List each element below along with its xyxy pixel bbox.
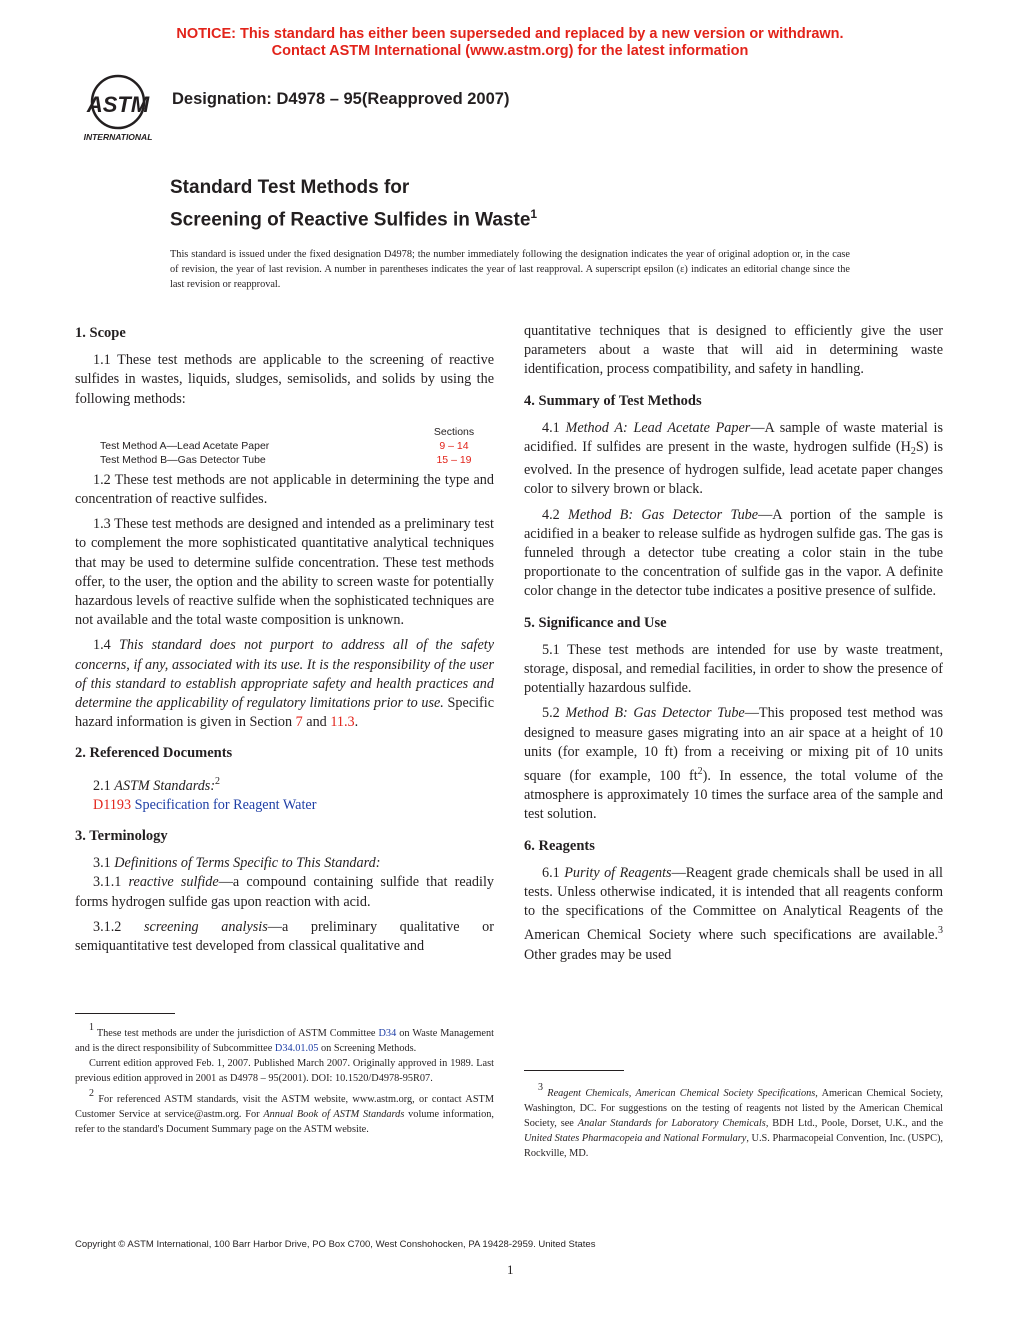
section-link[interactable]: 9 – 14 [439, 439, 469, 452]
notice-line-1: NOTICE: This standard has either been superseded and replaced by a new version or withdrawn. [176, 26, 844, 42]
table-row: Test Method B—Gas Detector Tube 15 – 19 [75, 453, 494, 467]
section-7-link[interactable]: 7 [295, 714, 303, 731]
footnote-1-edition: Current edition approved Feb. 1, 2007. Published March 2007. Originally approved in 1989. Last previous edition approved in 2001 as D4978 – 95(2001). DOI: 10.1520/D4978-95R07. [75, 1058, 494, 1084]
section-heading-reagents: 6. Reagents [524, 837, 595, 854]
section-heading-referenced-documents: 2. Referenced Documents [75, 745, 233, 762]
footnote-divider-right [524, 1070, 624, 1071]
left-column [75, 322, 494, 962]
withdrawal-notice [0, 26, 1020, 60]
footnote-2: 2 For referenced ASTM standards, visit the ASTM website, www.astm.org, or contact ASTM Customer Service at service@astm.org. For Annual Book of ASTM Standards volume information, refer to the standard's Document Summary page on the ASTM website. [75, 1088, 495, 1135]
copyright-line: Copyright © ASTM International, 100 Barr Harbor Drive, PO Box C700, West Conshohocken, PA 19428-2959. United States [75, 1239, 596, 1250]
methods-sections-table [75, 425, 494, 467]
page-number: 1 [507, 1262, 514, 1277]
paragraph-5-2: 5.2 Method B: Gas Detector Tube—This proposed test method was designed to measure gases migrating into an air space at a height of 10 units (for example, 10 ft) from a receiving or mixing pit of 10 units square (for example, 100 $ft^2$). In essence, the total volume of the atmosphere is approximately 10 times the surface area of the sample and test solution. [524, 705, 944, 823]
section-11-3-link[interactable]: 11.3 [330, 714, 355, 731]
section-heading-summary: 4. Summary of Test Methods [524, 392, 702, 409]
footnotes-right [524, 1080, 943, 1161]
paragraph-1-2: 1.2 These test methods are not applicable in determining the type and concentration of reactive sulfides. [75, 471, 494, 508]
notice-line-2: Contact ASTM International (www.astm.org) for the latest information [271, 43, 749, 59]
designation: Designation: D4978 – 95(Reapproved 2007) [172, 90, 510, 108]
d1193-code-link[interactable]: D1193 [93, 796, 132, 813]
section-heading-significance: 5. Significance and Use [524, 614, 667, 631]
title-line-2: Screening of Reactive Sulfides in Waste$^1$ [170, 207, 538, 231]
title-line-1: Standard Test Methods for [170, 177, 410, 198]
paragraph-3-1-1: 3.1.1 reactive sulfide—a compound containing sulfide that readily forms hydrogen sulfide gas upon reaction with acid. [75, 874, 495, 910]
table-header-sections: Sections [433, 425, 475, 438]
footnote-divider-left [75, 1013, 175, 1014]
d1193-title-link[interactable]: Specification for Reagent Water [134, 796, 317, 813]
paragraph-2-1: 2.1 ASTM Standards:$^2$ [93, 775, 221, 794]
paragraph-4-1: 4.1 Method A: Lead Acetate Paper—A sample of waste material is acidified. If sulfides are present in the waste, hydrogen sulfide $(H_2S)$ is evolved. In the presence of hydrogen sulfide, lead acetate paper changes color to silvery brown or black. [524, 419, 943, 498]
paragraph-1-1: 1.1 These test methods are applicable to the screening of reactive sulfides in wastes, liquids, sludges, semisolids, and solids by using the following methods: [75, 352, 494, 407]
committee-d34-link[interactable]: D34 [378, 1028, 397, 1039]
section-heading-terminology: 3. Terminology [75, 828, 168, 845]
paragraph-3-1-2: 3.1.2 screening analysis—a preliminary qualitative or semiquantitative test developed from classical qualitative and [75, 918, 495, 955]
paragraph-5-1: 5.1 These test methods are intended for use by waste treatment, storage, disposal, and remedial facilities, in order to show the presence of potentially hazardous sulfide. [524, 641, 943, 697]
paragraph-3-1-2-continued: quantitative techniques that is designed to efficiently give the user parameters about a waste that will aid in determining waste identification, process compatibility, and safety in handling. [524, 323, 943, 378]
right-column [524, 322, 943, 971]
paragraph-3-1: 3.1 Definitions of Terms Specific to This Standard: [93, 855, 381, 872]
logo-international-text: INTERNATIONAL [83, 132, 153, 142]
section-heading-scope: 1. Scope [75, 325, 126, 341]
footnote-1: 1 These test methods are under the jurisdiction of ASTM Committee D34 on Waste Management and is the direct responsibility of Subcommittee D34.01.05 on Screening Methods. [75, 1022, 495, 1054]
footnotes-left [75, 1020, 494, 1137]
paragraph-1-4: 1.4 This standard does not purport to address all of the safety concerns, if any, associated with its use. It is the responsibility of the user of this standard to establish appropriate safety and health practices and determine the applicability of regulatory limitations prior to use. Specific hazard information is given in Section 7 and 11.3. [75, 637, 495, 731]
title-footnote-mark: 1 [530, 207, 538, 221]
subcommittee-link[interactable]: D34.01.05 [274, 1043, 319, 1054]
referenced-standard-d1193[interactable] [75, 796, 494, 815]
astm-logo [76, 72, 160, 144]
issuance-statement: This standard is issued under the fixed designation D4978; the number immediately following the designation indicates the year of original adoption or, in the case of revision, the year of last revision. A number in parentheses indicates the year of last reapproval. A superscript epsilon (ε) indicates an editorial change since the last revision or reapproval. [170, 249, 850, 290]
footnote-3: 3 Reagent Chemicals, American Chemical Society Specifications, American Chemical Society, Washington, DC. For suggestions on the testing of reagents not listed by the American Chemical Society, see Analar Standards for Laboratory Chemicals, BDH Ltd., Poole, Dorset, U.K., and the United States Pharmacopeia and National Formulary, U.S. Pharmacopeial Convention, Inc. (USPC), Rockville, MD. [524, 1082, 944, 1159]
paragraph-4-2: 4.2 Method B: Gas Detector Tube—A portion of the sample is acidified in a beaker to release sulfide as hydrogen sulfide gas. The gas is funneled through a detector tube creating a color stain in the tube proportionate to the concentration of sulfide gas in the vapor. A definite color change in the detector tube indicates a positive presence of sulfide. [524, 506, 944, 600]
paragraph-1-3: 1.3 These test methods are designed and intended as a preliminary test to complement the more sophisticated quantitative analytical techniques that may be used to determine sulfide concentration. These test methods offer, to the user, the option and the ability to screen waste for potentially hazardous levels of reactive sulfide when the sophisticated techniques are not available and the total waste composition is unknown. [75, 516, 494, 629]
document-title [170, 175, 537, 233]
section-link[interactable]: 15 – 19 [436, 453, 472, 466]
logo-astm-text: ASTM [86, 92, 150, 117]
paragraph-6-1: 6.1 Purity of Reagents—Reagent grade chemicals shall be used in all tests. Unless otherwise indicated, it is intended that all reagents conform to the specifications of the Committee on Analytical Reagents of the American Chemical Society where such specifications are available.$^3$ Other grades may be used [524, 864, 943, 963]
table-row: Test Method A—Lead Acetate Paper 9 – 14 [75, 439, 494, 453]
